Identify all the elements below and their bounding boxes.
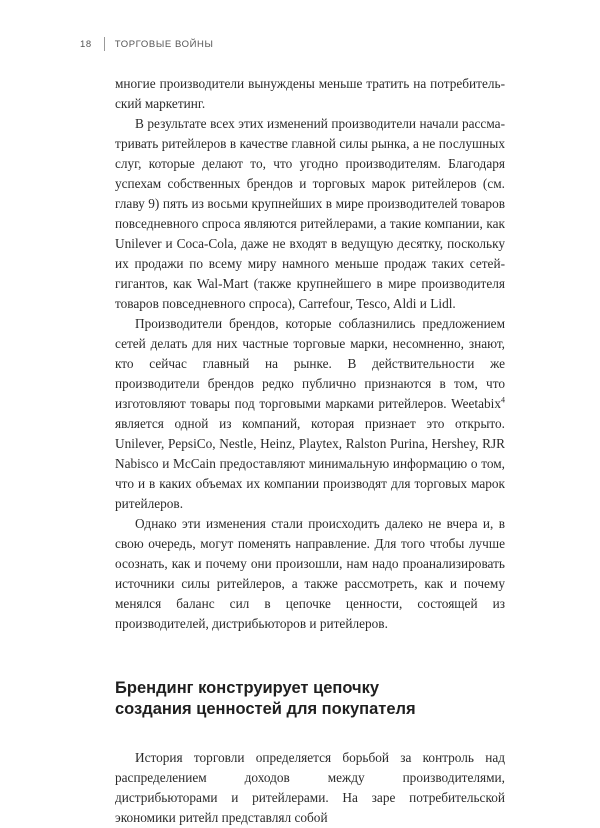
paragraph-private-labels-part2: является одной из компаний, которая признает это открыто. Unilever, PepsiCo, Nestle, Heinz, Playtex, Ralston Purina, Hershey, RJR Nabisco и McCain предоставляют минимальную информацию о том, что и в каких объемах их компании производят для торговых марок ритейлеров. [115, 416, 505, 511]
paragraph-retailers-power: В результате всех этих изменений производители начали рассматривать ритейлеров в качестве главной силы рынка, а не послушных слуг, которые делают то, что угодно производителям. Благодаря успехам собственных брендов и торговых марок ритейлеров (см. главу 9) пять из восьми крупнейших в мире производителей товаров повседневного спроса являются ритейлерами, а такие компании, как Unilever и Coca-Cola, даже не входят в ведущую десятку, поскольку их продажи по всему миру намного меньше продаж таких сетей-гигантов, как Wal-Mart (также крупнейшего в мире производителя товаров повседневного спроса), Carrefour, Tesco, Aldi и Lidl. [115, 116, 505, 311]
paragraph-trade-history: История торговли определяется борьбой за контроль над распределением доходов между производителями, дистрибьюторами и ритейлерами. На заре потребительской экономики ритейл представлял собой [115, 750, 505, 825]
running-header [80, 37, 214, 51]
paragraph-balance-shift: Однако эти изменения стали происходить далеко не вчера и, в свою очередь, могут поменять направление. Для того чтобы лучше осознать, как и почему они произошли, нам надо проанализировать источники силы ритейлеров, а также рассмотреть, как и почему менялся баланс сил в цепочке ценности, состоящей из производителей, дистрибьюторов и ритейлеров. [115, 516, 505, 631]
section-heading-line2: создания ценностей для покупателя [115, 700, 416, 718]
running-title: ТОРГОВЫЕ ВОЙНЫ [114, 38, 214, 50]
section-heading [115, 678, 505, 720]
paragraph-continued: многие производители вынуждены меньше тратить на потребительский маркетинг. [115, 76, 505, 111]
paragraph-private-labels-part1: Производители брендов, которые соблазнились предложением сетей делать для них частные торговые марки, несомненно, знают, кто сейчас главный на рынке. В действительности же производители брендов редко публично признаются в том, что изготовляют товары под торговыми марками ритейлеров. Weetabix [115, 316, 505, 411]
footnote-reference[interactable]: 4 [501, 395, 505, 405]
page-body [115, 74, 505, 828]
paragraph-private-labels [115, 314, 505, 514]
section-heading-line1: Брендинг конструирует цепочку [115, 679, 380, 697]
header-divider [104, 37, 105, 51]
page-number: 18 [80, 38, 92, 50]
